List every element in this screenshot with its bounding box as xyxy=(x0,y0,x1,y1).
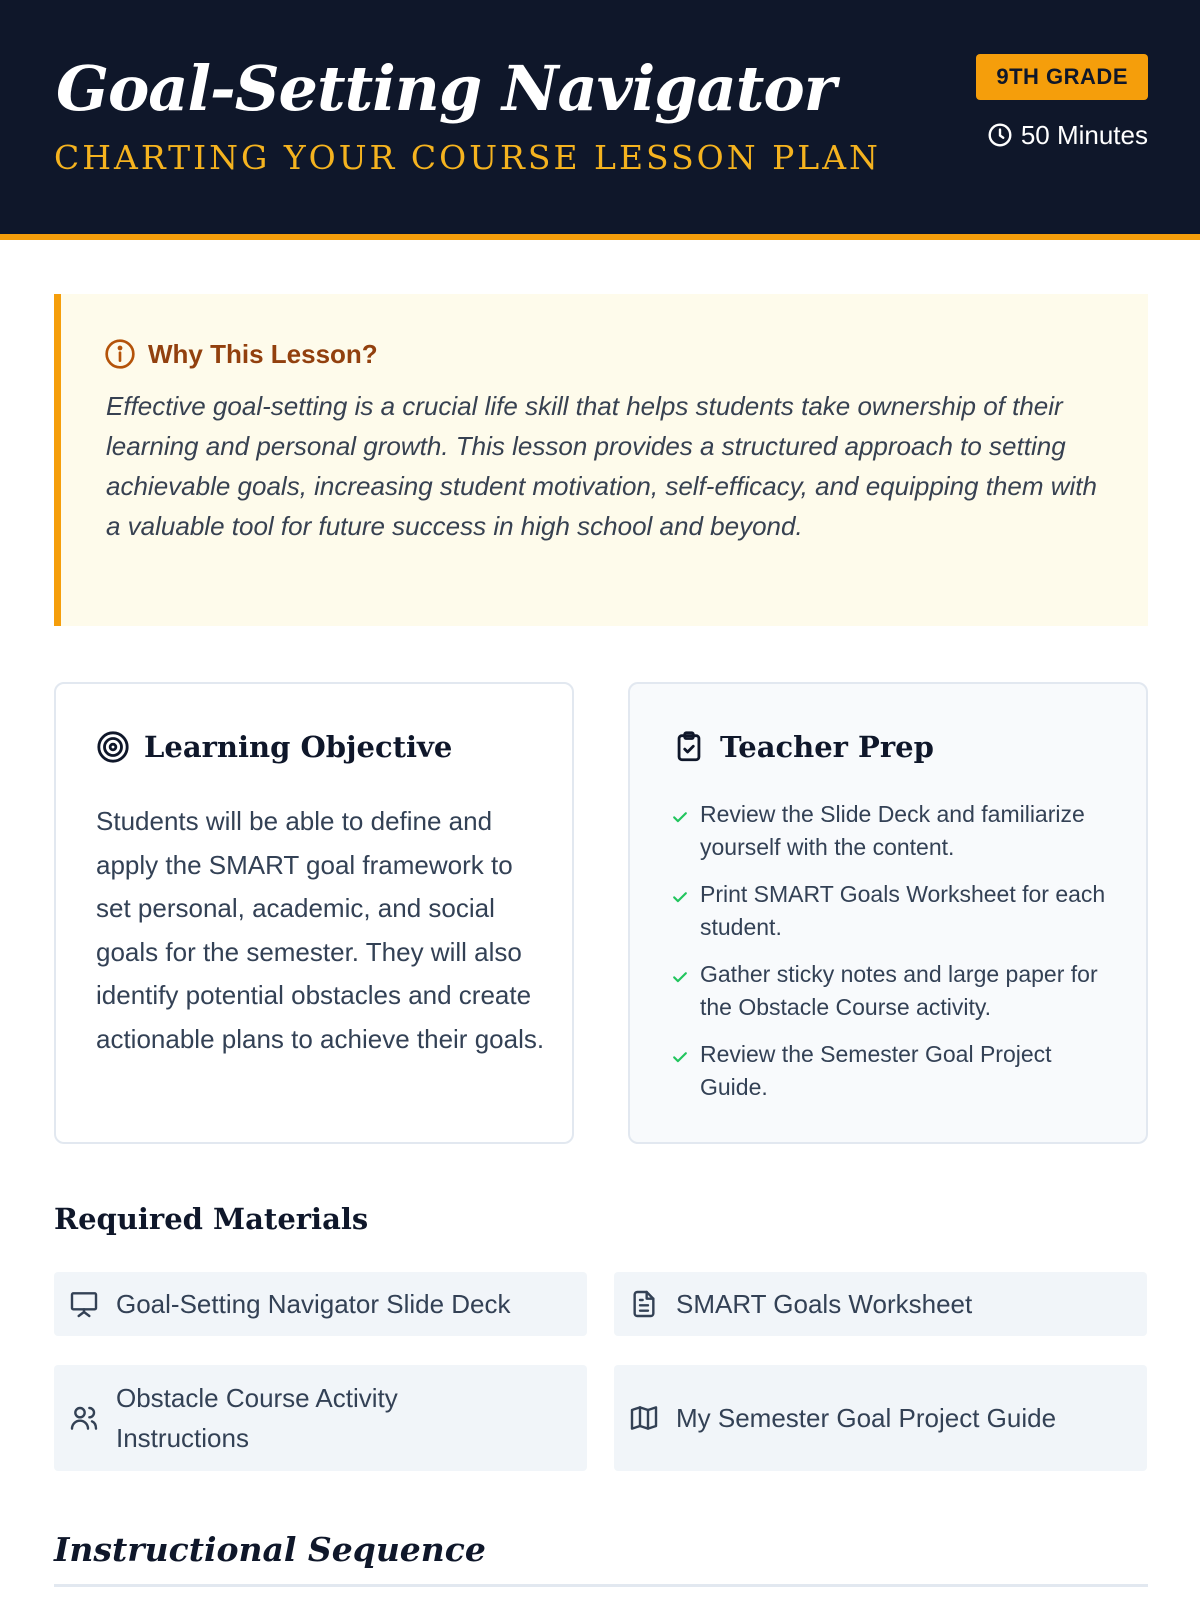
prep-title: Teacher Prep xyxy=(720,730,934,764)
lesson-duration xyxy=(987,118,1148,152)
material-label: My Semester Goal Project Guide xyxy=(676,1403,1057,1433)
check-icon xyxy=(670,967,690,987)
objective-text: Students will be able to define and apply the SMART goal framework to set personal, academic, and social goals for the semester. They will also identify potential obstacles and create actionable plans to achieve their goals. xyxy=(96,806,545,1054)
material-label: SMART Goals Worksheet xyxy=(676,1289,973,1319)
material-label: Goal-Setting Navigator Slide Deck xyxy=(116,1289,511,1319)
materials-heading: Required Materials xyxy=(54,1202,369,1236)
presentation-icon xyxy=(68,1288,100,1320)
callout-body: Effective goal-setting is a crucial life skill that helps students take ownership of their learning and personal growth. This lesson provides a structured approach to setting achievable goals, increasing student motivation, self-efficacy, and equipping them with a valuable tool for future success in high school and beyond. xyxy=(106,391,1097,541)
material-project-guide xyxy=(614,1365,1147,1471)
prep-item xyxy=(670,878,1120,944)
prep-checklist xyxy=(670,798,1120,1118)
prep-item xyxy=(670,798,1120,864)
objective-title: Learning Objective xyxy=(144,730,453,764)
prep-item-text: Gather sticky notes and large paper for the Obstacle Course activity. xyxy=(700,961,1098,1020)
sequence-heading: Instructional Sequence xyxy=(54,1530,486,1569)
prep-item-text: Review the Semester Goal Project Guide. xyxy=(700,1041,1052,1100)
lesson-rationale-callout xyxy=(54,294,1148,626)
material-label: Obstacle Course Activity Instructions xyxy=(116,1383,398,1453)
info-icon xyxy=(104,338,136,370)
target-icon xyxy=(96,730,130,764)
callout-header xyxy=(104,338,378,370)
document-icon xyxy=(628,1288,660,1320)
clock-icon xyxy=(987,122,1013,148)
prep-header xyxy=(672,730,934,764)
check-icon xyxy=(670,1047,690,1067)
prep-item-text: Review the Slide Deck and familiarize yourself with the content. xyxy=(700,801,1085,860)
material-slide-deck xyxy=(54,1272,587,1336)
section-divider xyxy=(54,1584,1148,1587)
prep-item xyxy=(670,958,1120,1024)
page-subtitle: CHARTING YOUR COURSE LESSON PLAN xyxy=(54,138,881,177)
duration-text: 50 Minutes xyxy=(1020,119,1148,150)
grade-badge: 9TH GRADE xyxy=(976,54,1148,100)
lesson-header xyxy=(0,0,1200,240)
objective-header xyxy=(96,730,452,764)
check-icon xyxy=(670,807,690,827)
check-icon xyxy=(670,887,690,907)
prep-item-text: Print SMART Goals Worksheet for each student. xyxy=(700,881,1106,940)
prep-item xyxy=(670,1038,1120,1104)
learning-objective-card xyxy=(54,682,574,1144)
users-icon xyxy=(68,1402,100,1434)
map-icon xyxy=(628,1402,660,1434)
page-title: Goal-Setting Navigator xyxy=(56,52,836,125)
material-activity-instructions xyxy=(54,1365,587,1471)
teacher-prep-card xyxy=(628,682,1148,1144)
callout-title: Why This Lesson? xyxy=(148,338,378,369)
clipboard-check-icon xyxy=(672,730,706,764)
material-worksheet xyxy=(614,1272,1147,1336)
